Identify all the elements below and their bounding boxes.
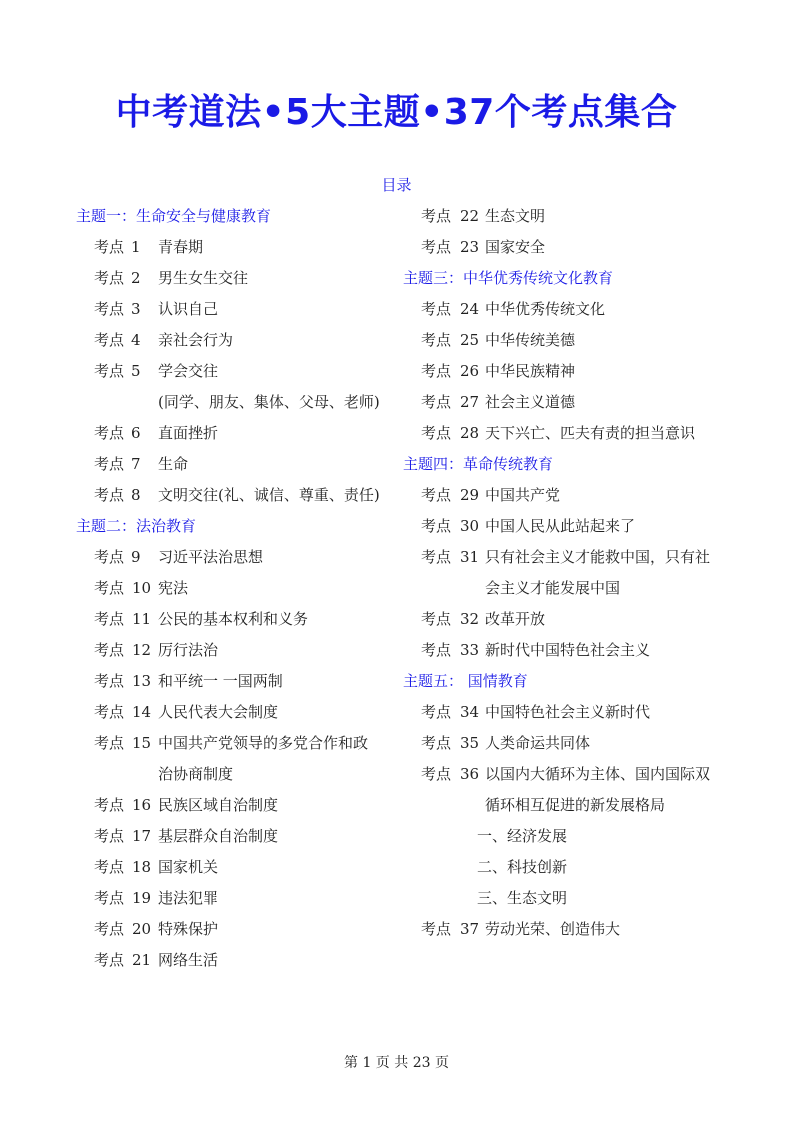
toc-entry-label: 考点 — [421, 517, 452, 535]
toc-entry — [403, 201, 733, 232]
toc-entry — [76, 883, 396, 914]
toc-entry-number: 16 — [132, 796, 152, 814]
toc-continuation-text: (同学、朋友、集体、父母、老师) — [158, 393, 380, 411]
toc-entry-number: 10 — [132, 579, 152, 597]
toc-entry-title: 人民代表大会制度 — [158, 703, 279, 721]
toc-entry-label: 考点 — [94, 672, 125, 690]
toc-entry-title: 认识自己 — [158, 300, 219, 318]
toc-entry-number: 5 — [131, 362, 141, 380]
toc-entry-title: 学会交往 — [158, 362, 219, 380]
toc-entry-label: 考点 — [421, 703, 452, 721]
toc-entry-label: 考点 — [94, 858, 125, 876]
toc-entry-label: 考点 — [94, 703, 125, 721]
toc-entry-label: 考点 — [94, 486, 125, 504]
toc-entry-number: 19 — [132, 889, 152, 907]
toc-entry-title: 中华传统美德 — [485, 331, 576, 349]
toc-entry-title: 生态文明 — [485, 207, 546, 225]
toc-entry — [403, 697, 733, 728]
toc-entry — [403, 418, 733, 449]
toc-continuation-text: 循环相互促进的新发展格局 — [485, 796, 666, 814]
toc-entry-title: 民族区域自治制度 — [158, 796, 279, 814]
toc-entry — [403, 728, 733, 759]
toc-left-column — [76, 201, 396, 976]
toc-entry-number: 8 — [131, 486, 141, 504]
toc-entry-number: 18 — [132, 858, 152, 876]
toc-entry-number: 22 — [460, 207, 480, 225]
toc-entry-title: 习近平法治思想 — [158, 548, 264, 566]
toc-entry-number: 21 — [132, 951, 152, 969]
toc-entry-number: 20 — [132, 920, 152, 938]
toc-entry — [76, 604, 396, 635]
toc-entry-label: 考点 — [94, 796, 125, 814]
toc-entry — [76, 449, 396, 480]
toc-subentry — [403, 821, 733, 852]
toc-entry-label: 考点 — [94, 920, 125, 938]
toc-theme-heading: 主题四：革命传统教育 — [403, 455, 554, 473]
toc-entry-number: 27 — [460, 393, 480, 411]
toc-entry-label: 考点 — [421, 207, 452, 225]
toc-entry-number: 30 — [460, 517, 480, 535]
toc-entry-title: 天下兴亡、匹夫有责的担当意识 — [485, 424, 696, 442]
toc-entry — [76, 914, 396, 945]
toc-subentry — [403, 883, 733, 914]
toc-entry-number: 31 — [460, 548, 480, 566]
toc-entry — [76, 945, 396, 976]
toc-entry-label: 考点 — [421, 238, 452, 256]
toc-entry-number: 4 — [131, 331, 141, 349]
toc-entry-number: 11 — [132, 610, 152, 628]
toc-entry-title: 违法犯罪 — [158, 889, 219, 907]
toc-entry-title: 中华优秀传统文化 — [485, 300, 606, 318]
toc-entry-title: 特殊保护 — [158, 920, 219, 938]
toc-entry-label: 考点 — [94, 238, 125, 256]
toc-entry-number: 12 — [132, 641, 152, 659]
toc-entry-label: 考点 — [421, 393, 452, 411]
toc-entry-continuation — [403, 573, 733, 604]
toc-theme-heading: 主题二：法治教育 — [76, 517, 197, 535]
toc-entry-title: 国家机关 — [158, 858, 219, 876]
toc-entry-number: 28 — [460, 424, 480, 442]
toc-entry-label: 考点 — [94, 424, 125, 442]
toc-theme-heading: 主题五： 国情教育 — [403, 672, 528, 690]
toc-entry — [76, 480, 396, 511]
toc-entry-label: 考点 — [94, 269, 125, 287]
toc-entry — [76, 790, 396, 821]
toc-entry-title: 社会主义道德 — [485, 393, 576, 411]
toc-entry-number: 15 — [132, 734, 152, 752]
toc-entry-label: 考点 — [421, 548, 452, 566]
toc-entry — [76, 728, 396, 759]
toc-entry-label: 考点 — [94, 300, 125, 318]
toc-entry — [76, 232, 396, 263]
toc-entry-title: 青春期 — [158, 238, 204, 256]
toc-entry-number: 1 — [131, 238, 141, 256]
toc-entry-label: 考点 — [94, 734, 125, 752]
toc-entry-label: 考点 — [94, 362, 125, 380]
toc-entry-title: 中国特色社会主义新时代 — [485, 703, 651, 721]
toc-entry-number: 2 — [131, 269, 141, 287]
toc-entry — [403, 325, 733, 356]
toc-entry — [403, 232, 733, 263]
toc-entry-title: 中华民族精神 — [485, 362, 576, 380]
toc-entry-title: 直面挫折 — [158, 424, 219, 442]
toc-entry-label: 考点 — [421, 486, 452, 504]
toc-entry-label: 考点 — [94, 827, 125, 845]
toc-entry — [76, 573, 396, 604]
toc-entry-number: 35 — [460, 734, 480, 752]
toc-entry-label: 考点 — [94, 579, 125, 597]
toc-entry-title: 男生女生交往 — [158, 269, 249, 287]
toc-entry-title: 和平统一 一国两制 — [158, 672, 283, 690]
toc-entry — [76, 294, 396, 325]
toc-entry-label: 考点 — [94, 889, 125, 907]
toc-entry — [403, 635, 733, 666]
toc-entry-number: 9 — [131, 548, 141, 566]
toc-entry — [403, 914, 733, 945]
toc-entry — [76, 356, 396, 387]
toc-entry — [76, 263, 396, 294]
toc-entry-title: 国家安全 — [485, 238, 546, 256]
toc-entry — [76, 852, 396, 883]
toc-entry-title: 以国内大循环为主体、国内国际双 — [485, 765, 711, 783]
toc-entry-number: 25 — [460, 331, 480, 349]
toc-subentry-text: 三、生态文明 — [477, 889, 568, 907]
toc-entry-title: 劳动光荣、创造伟大 — [485, 920, 621, 938]
toc-subentry-text: 一、经济发展 — [477, 827, 568, 845]
toc-entry — [403, 542, 733, 573]
toc-entry-label: 考点 — [94, 548, 125, 566]
toc-entry-label: 考点 — [94, 455, 125, 473]
toc-entry-title: 中国共产党 — [485, 486, 561, 504]
toc-theme-heading: 主题三：中华优秀传统文化教育 — [403, 269, 614, 287]
toc-entry-title: 基层群众自治制度 — [158, 827, 279, 845]
toc-entry-continuation — [76, 387, 396, 418]
toc-right-column — [403, 201, 733, 945]
toc-entry-label: 考点 — [421, 765, 452, 783]
toc-entry-label: 考点 — [421, 300, 452, 318]
toc-entry-title: 厉行法治 — [158, 641, 219, 659]
toc-entry-label: 考点 — [94, 331, 125, 349]
toc-entry-title: 公民的基本权利和义务 — [158, 610, 309, 628]
toc-entry — [76, 666, 396, 697]
toc-entry-label: 考点 — [94, 951, 125, 969]
toc-entry — [403, 356, 733, 387]
toc-entry-label: 考点 — [421, 641, 452, 659]
toc-continuation-text: 治协商制度 — [158, 765, 234, 783]
toc-entry-continuation — [403, 790, 733, 821]
toc-entry-number: 29 — [460, 486, 480, 504]
toc-entry-number: 36 — [460, 765, 480, 783]
toc-entry-title: 人类命运共同体 — [485, 734, 591, 752]
toc-entry-label: 考点 — [421, 734, 452, 752]
toc-entry-title: 文明交往(礼、诚信、尊重、责任) — [158, 486, 380, 504]
toc-heading: 目录 — [381, 176, 412, 194]
toc-entry — [403, 759, 733, 790]
toc-entry-number: 13 — [132, 672, 152, 690]
toc-entry — [76, 325, 396, 356]
toc-entry-title: 网络生活 — [158, 951, 219, 969]
toc-entry-title: 改革开放 — [485, 610, 546, 628]
toc-entry — [403, 480, 733, 511]
toc-entry — [403, 511, 733, 542]
toc-entry-number: 33 — [460, 641, 480, 659]
toc-entry-label: 考点 — [94, 610, 125, 628]
toc-entry — [403, 604, 733, 635]
toc-entry-number: 7 — [131, 455, 141, 473]
toc-subentry-text: 二、科技创新 — [477, 858, 568, 876]
toc-entry — [76, 542, 396, 573]
toc-entry-label: 考点 — [421, 610, 452, 628]
toc-entry-continuation — [76, 759, 396, 790]
toc-entry-label: 考点 — [421, 424, 452, 442]
toc-entry — [403, 294, 733, 325]
page-title: 中考道法•5大主题•37个考点集合 — [115, 92, 678, 133]
toc-entry-label: 考点 — [421, 920, 452, 938]
toc-entry — [76, 821, 396, 852]
toc-entry-title: 亲社会行为 — [158, 331, 234, 349]
page-footer: 第 1 页 共 23 页 — [344, 1055, 449, 1071]
toc-entry-number: 32 — [460, 610, 480, 628]
toc-entry-number: 17 — [132, 827, 152, 845]
toc-continuation-text: 会主义才能发展中国 — [485, 579, 621, 597]
toc-subentry — [403, 852, 733, 883]
toc-theme-heading: 主题一：生命安全与健康教育 — [76, 207, 272, 225]
toc-entry — [403, 387, 733, 418]
toc-entry — [76, 697, 396, 728]
toc-entry-title: 宪法 — [158, 579, 189, 597]
toc-entry-title: 中国人民从此站起来了 — [485, 517, 636, 535]
toc-entry-number: 37 — [460, 920, 480, 938]
toc-entry-label: 考点 — [421, 362, 452, 380]
toc-entry-number: 24 — [460, 300, 480, 318]
toc-entry-title: 只有社会主义才能救中国，只有社 — [485, 548, 711, 566]
toc-entry-number: 26 — [460, 362, 480, 380]
toc-entry-number: 3 — [131, 300, 141, 318]
toc-entry-number: 14 — [132, 703, 152, 721]
toc-entry-label: 考点 — [94, 641, 125, 659]
toc-entry — [76, 635, 396, 666]
toc-entry-number: 23 — [460, 238, 480, 256]
toc-entry-title: 生命 — [158, 455, 189, 473]
toc-entry-label: 考点 — [421, 331, 452, 349]
toc-entry-title: 新时代中国特色社会主义 — [485, 641, 651, 659]
toc-entry-number: 6 — [131, 424, 141, 442]
toc-entry-number: 34 — [460, 703, 480, 721]
toc-entry — [76, 418, 396, 449]
toc-entry-title: 中国共产党领导的多党合作和政 — [158, 734, 369, 752]
